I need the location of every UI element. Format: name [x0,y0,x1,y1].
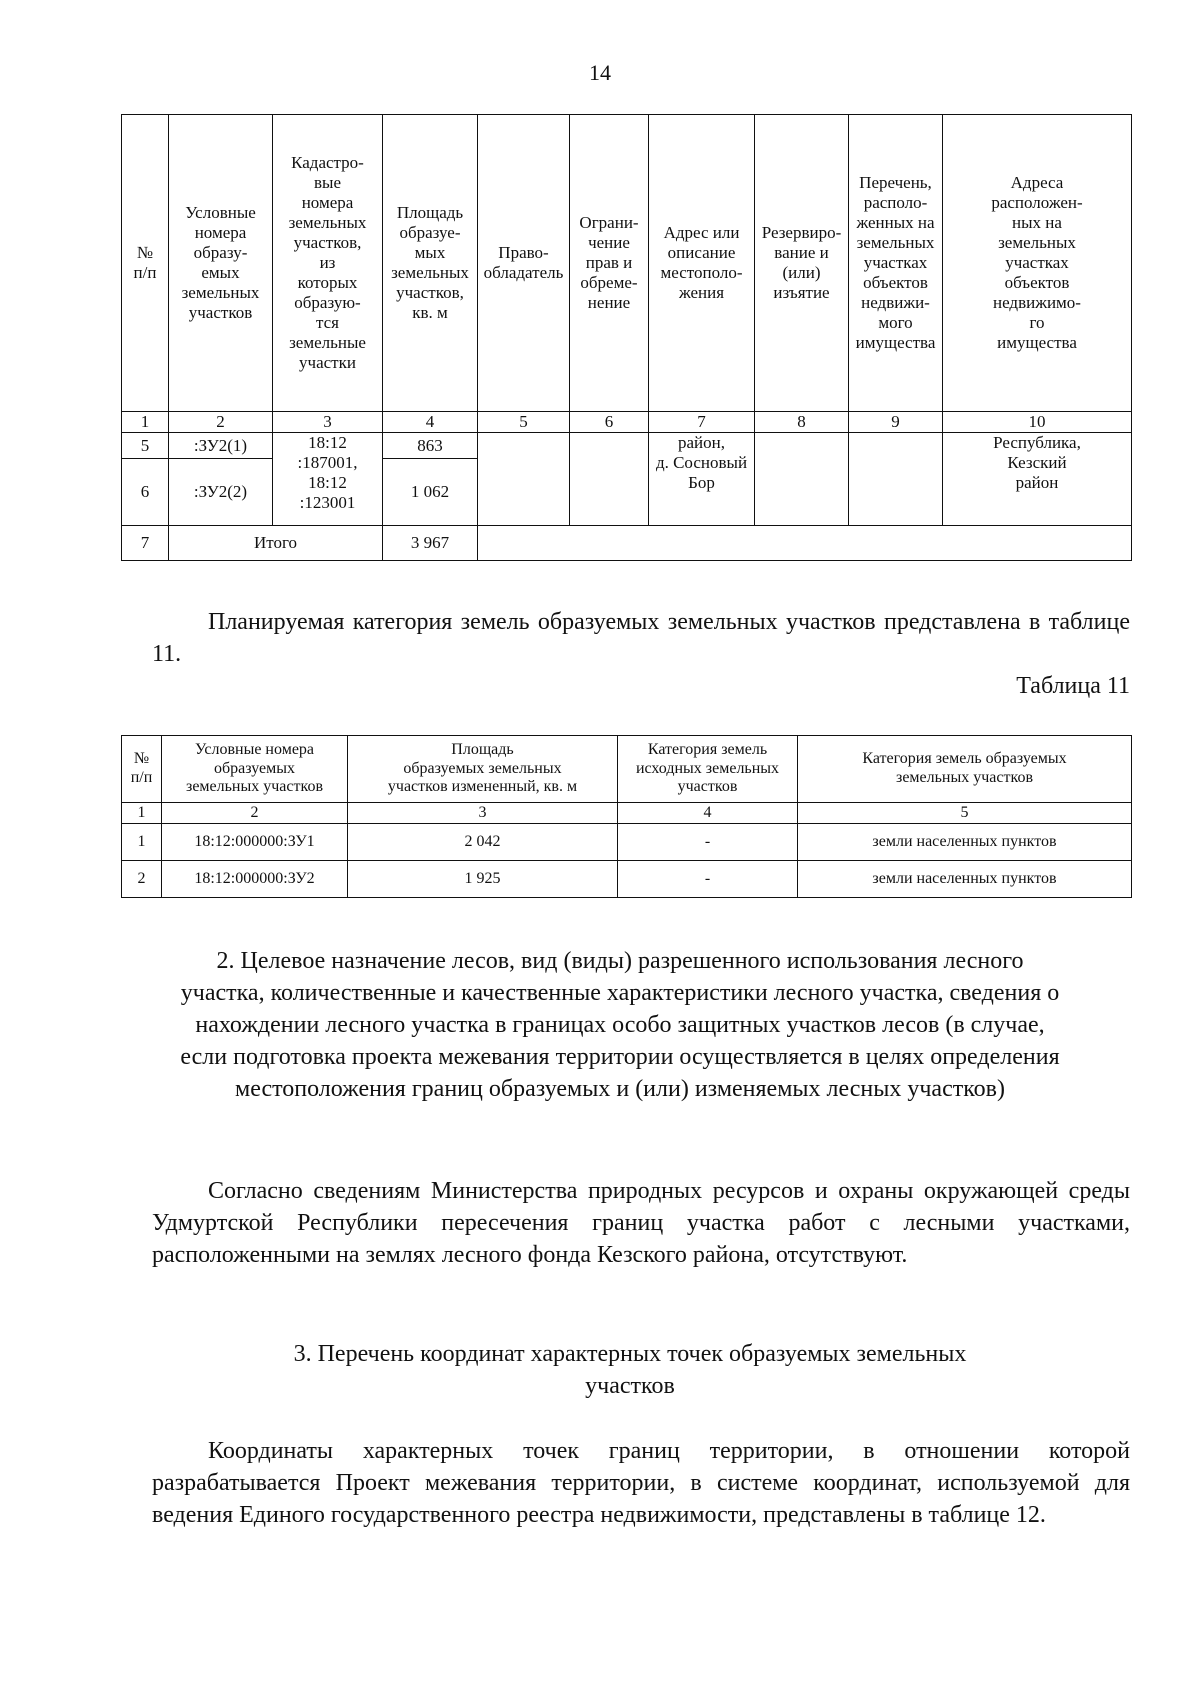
table-caption: Таблица 11 [1016,673,1130,699]
land-plots-table [121,114,1132,561]
column-number-row [122,803,1132,824]
header-cell: Площадь образуе- мых земельных участков, кв. м [383,115,478,412]
row-number: 5 [122,433,169,459]
column-number-row [122,412,1132,433]
table-row [122,433,1132,459]
plot-designation: 18:12:000000:ЗУ1 [162,824,348,861]
land-category-table [121,735,1132,898]
table-header-row [122,736,1132,803]
header-cell: Категория земель образуемых земельных участков [798,736,1132,803]
empty-cell [478,526,1132,561]
header-cell: Условные номера образу- емых земельных участков [169,115,273,412]
empty-cell [849,433,943,526]
header-cell: Резервиро- вание и (или) изъятие [755,115,849,412]
cadastral-numbers: 18:12 :187001, 18:12 :123001 [273,433,383,526]
section-heading-3: 3. Перечень координат характерных точек образуемых земельных участков [293,1341,967,1399]
table-row [122,861,1132,898]
total-area: 3 967 [383,526,478,561]
page-number: 14 [589,60,611,85]
column-number: 9 [849,412,943,433]
source-category: - [618,861,798,898]
plot-designation: 18:12:000000:ЗУ2 [162,861,348,898]
column-number: 2 [169,412,273,433]
row-number: 6 [122,459,169,526]
row-number: 7 [122,526,169,561]
paragraph-planned-category: Планируемая категория земель образуемых земельных участков представлена в таблице 11. [152,609,1130,667]
header-cell: Адрес или описание местополо- жения [649,115,755,412]
header-cell: № п/п [122,736,162,803]
header-cell: Адреса расположен- ных на земельных участках объектов недвижимо- го имущества [943,115,1132,412]
plot-area: 863 [383,433,478,459]
empty-cell [570,433,649,526]
location-address: район, д. Сосновый Бор [649,433,755,526]
total-row [122,526,1132,561]
column-number: 1 [122,412,169,433]
column-number: 3 [348,803,618,824]
column-number: 2 [162,803,348,824]
plot-designation: :ЗУ2(2) [169,459,273,526]
objects-address: Республика, Кезский район [943,433,1132,526]
empty-cell [755,433,849,526]
land-category: земли населенных пунктов [798,824,1132,861]
plot-area: 1 062 [383,459,478,526]
column-number: 8 [755,412,849,433]
row-number: 2 [122,861,162,898]
column-number: 5 [478,412,570,433]
header-cell: Ограни- чение прав и обреме- нение [570,115,649,412]
column-number: 7 [649,412,755,433]
column-number: 5 [798,803,1132,824]
header-cell: Площадь образуемых земельных участков измененный, кв. м [348,736,618,803]
column-number: 4 [618,803,798,824]
paragraph-coordinates: Координаты характерных точек границ территории, в отношении которой разрабатывается Проект межевания территории, в системе координат, используемой для ведения Единого государственного реестра недвижимости, представлены в таблице 12. [152,1438,1130,1528]
table-header-row [122,115,1132,412]
header-cell: Категория земель исходных земельных участков [618,736,798,803]
header-cell: Условные номера образуемых земельных участков [162,736,348,803]
row-number: 1 [122,824,162,861]
column-number: 10 [943,412,1132,433]
column-number: 3 [273,412,383,433]
column-number: 6 [570,412,649,433]
empty-cell [478,433,570,526]
total-label: Итого [169,526,383,561]
header-cell: № п/п [122,115,169,412]
column-number: 1 [122,803,162,824]
source-category: - [618,824,798,861]
plot-area: 2 042 [348,824,618,861]
plot-designation: :ЗУ2(1) [169,433,273,459]
column-number: 4 [383,412,478,433]
header-cell: Кадастро- вые номера земельных участков, из которых образую- тся земельные участки [273,115,383,412]
header-cell: Право- обладатель [478,115,570,412]
table-row [122,824,1132,861]
header-cell: Перечень, располо- женных на земельных участках объектов недвижи- мого имущества [849,115,943,412]
section-heading-2: 2. Целевое назначение лесов, вид (виды) разрешенного использования лесного участка, количественные и качественные характеристики лесного участка, сведения о нахождении лесного участка в границах особо защитных участков лесов (в случае, если подготовка проекта межевания территории осуществляется в целях определения местоположения границ образуемых и (или) изменяемых лесных участков) [180,948,1060,1102]
paragraph-forest-intersection: Согласно сведениям Министерства природных ресурсов и охраны окружающей среды Удмуртской Республики пересечения границ участка работ с лесными участками, расположенными на землях лесного фонда Кезского района, отсутствуют. [152,1178,1130,1268]
land-category: земли населенных пунктов [798,861,1132,898]
plot-area: 1 925 [348,861,618,898]
